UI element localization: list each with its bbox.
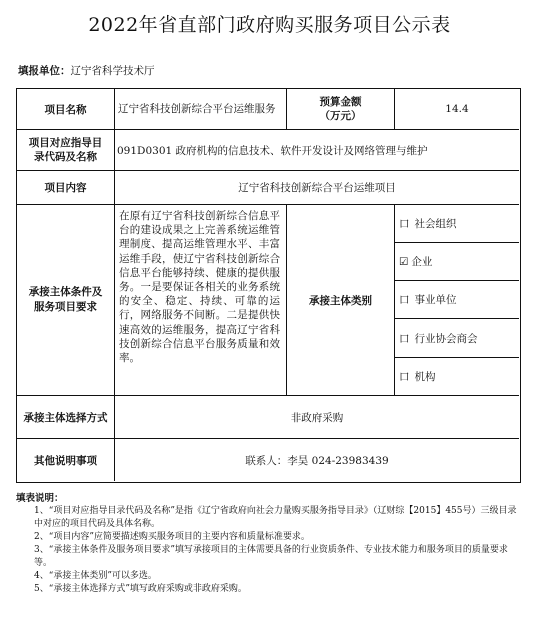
- category-label-public-institution: 事业单位: [414, 294, 457, 306]
- filing-unit: [18, 63, 155, 78]
- category-mark-industry-association: 口: [399, 332, 410, 345]
- budget-label-line1: 预算金额: [319, 96, 362, 108]
- instruction-item: 3、“承接主体条件及服务项目要求”填写承接项目的主体需要具备的行业资质条件、专业技术能力和服务项目的质量要求等。: [34, 545, 508, 568]
- instruction-item: 1、“项目对应指导目录代码及名称”是指《辽宁省政府向社会力量购买服务指导目录》（辽财综【2015】455号）三级目录中对应的项目代码及具体名称。: [34, 506, 517, 529]
- category-label-industry-association: 行业协会商会: [414, 332, 478, 345]
- page-title: 2022年省直部门政府购买服务项目公示表: [88, 14, 451, 36]
- conditions-label: [17, 205, 115, 396]
- filing-unit-label: 填报单位：: [18, 65, 71, 77]
- conditions-label-line1: 承接主体条件及: [28, 286, 103, 298]
- instruction-item: 2、“项目内容”应简要描述购买服务项目的主要内容和质量标准要求。: [34, 532, 310, 542]
- category-option-enterprise[interactable]: [395, 243, 519, 281]
- budget-label: [287, 89, 395, 130]
- category-mark-enterprise: ☑: [399, 255, 409, 268]
- category-label: 承接主体类别: [287, 205, 395, 396]
- other-value: 联系人：李昊 024-23983439: [245, 454, 389, 467]
- publicity-table: [16, 88, 521, 483]
- budget-label-line2: （万元）: [319, 110, 362, 122]
- filing-unit-value: 辽宁省科学技术厅: [70, 65, 155, 77]
- category-mark-social-org: 口: [399, 218, 410, 230]
- category-option-social-org[interactable]: [395, 205, 519, 243]
- category-mark-agency: 口: [399, 371, 410, 383]
- conditions-label-line2: 服务项目要求: [34, 301, 97, 313]
- instructions-heading: 填表说明：: [16, 493, 64, 504]
- method-label: 承接主体选择方式: [17, 396, 115, 439]
- content-label: 项目内容: [17, 171, 115, 205]
- category-label-agency: 机构: [414, 371, 436, 383]
- catalog-label-line2: 录代码及名称: [34, 151, 97, 163]
- category-label-enterprise: 企业: [411, 256, 433, 268]
- catalog-value: 091D0301 政府机构的信息技术、软件开发设计及网络管理与维护: [115, 130, 519, 171]
- project-name-label: 项目名称: [17, 89, 115, 130]
- category-option-industry-association[interactable]: [395, 319, 519, 358]
- catalog-label-line1: 项目对应指导目: [28, 137, 103, 149]
- catalog-label: [17, 130, 115, 171]
- budget-value: 14.4: [395, 89, 519, 130]
- method-value: 非政府采购: [115, 396, 519, 439]
- other-label: 其他说明事项: [17, 439, 115, 481]
- conditions-value: 在原有辽宁省科技创新综合信息平台的建设成果之上完善系统运维管理制度、提高运维管理水平、丰富运维手段，使辽宁省科技创新综合信息平台能够持续、健康的提供服务。一是要保证各相关的业务系统的安全、稳定、持续、可靠的运行，网络服务不间断。二是提供快速高效的运维服务，提高辽宁省科技创新综合信息平台服务质量和效率。: [115, 205, 287, 396]
- category-label-social-org: 社会组织: [414, 218, 457, 230]
- content-value: 辽宁省科技创新综合平台运维项目: [115, 171, 519, 205]
- instruction-item: 5、“承接主体选择方式”填写政府采购或非政府采购。: [34, 584, 247, 594]
- project-name-value: 辽宁省科技创新综合平台运维服务: [115, 89, 287, 130]
- instruction-item: 4、“承接主体类别”可以多选。: [34, 571, 157, 581]
- category-mark-public-institution: 口: [399, 294, 410, 306]
- filling-instructions: [16, 492, 521, 596]
- category-option-agency[interactable]: [395, 358, 519, 396]
- category-option-public-institution[interactable]: [395, 281, 519, 319]
